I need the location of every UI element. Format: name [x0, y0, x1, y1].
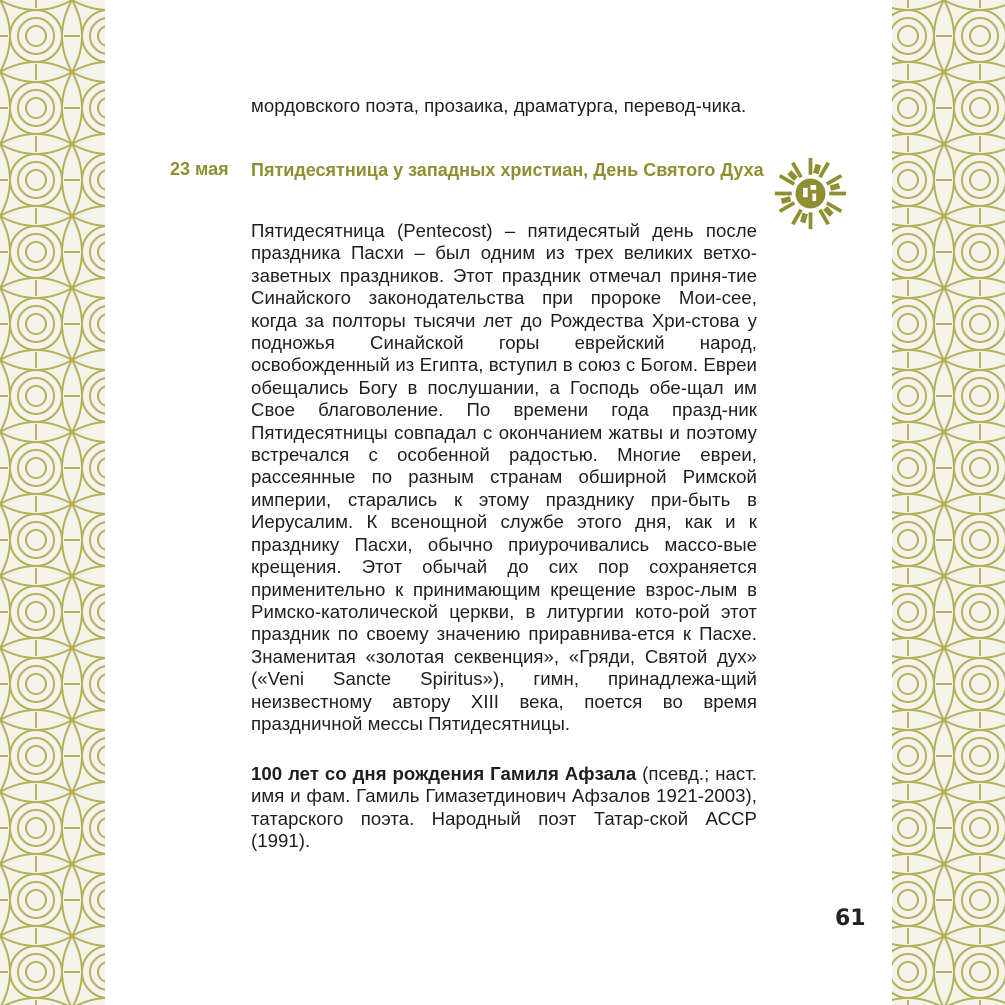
intro-continuation-text: мордовского поэта, прозаика, драматурга, перевод-чика.	[251, 95, 747, 116]
page-number: 61	[835, 906, 866, 931]
sunburst-emblem-icon	[773, 156, 848, 231]
anniversary-entry	[251, 763, 757, 853]
event-description: Пятидесятница (Pentecost) – пятидесятый день после праздника Пасхи – был одним из трех великих ветхо-заветных праздников. Этот праздник отмечал приня-тие Синайского законодательства при пророке Мои-сее, когда за полторы тысячи лет до Рождества Хри-стова у подножья Синайской горы еврейский народ, освобожденный из Египта, вступил в союз с Богом. Евреи обещались Богу в послушании, а Господь обе-щал им Свое благоволение. По времени года празд-ник Пятидесятницы совпадал с окончанием жатвы и поэтому встречался с особенной радостью. Многие евреи, рассеянные по разным странам обширной Римской империи, старались к этому празднику при-быть в Иерусалим. К всенощной службе этого дня, как и к празднику Пасхи, обычно приурочивались массо-вые крещения. Этот обычай до сих пор сохраняется применительно к принимающим крещение взрос-лым в Римско-католической церкви, в литургии кото-рой этот праздник по своему значению приравнива-ется к Пасхе. Знаменитая «золотая секвенция», «Гряди, Святой дух» («Veni Sancte Spiritus»), гимн, принадлежа-щий неизвестному автору XIII века, поется во время праздничной мессы Пятидесятницы.	[251, 220, 757, 734]
page-content	[105, 0, 892, 1005]
event-date: 23 мая	[170, 159, 229, 179]
left-ornament-pattern	[0, 0, 105, 1005]
anniversary-details: (псевд.; наст. имя и фам. Гамиль Гимазетдинович Афзалов 1921-2003), татарского поэта. Народный поэт Татар-ской АССР (1991).	[251, 763, 757, 852]
right-ornament-border	[892, 0, 1005, 1005]
right-ornament-pattern	[892, 0, 1005, 1005]
event-title: Пятидесятница у западных христиан, День Святого Духа	[251, 160, 764, 180]
left-ornament-border	[0, 0, 105, 1005]
anniversary-heading: 100 лет со дня рождения Гамиля Афзала	[251, 763, 637, 784]
